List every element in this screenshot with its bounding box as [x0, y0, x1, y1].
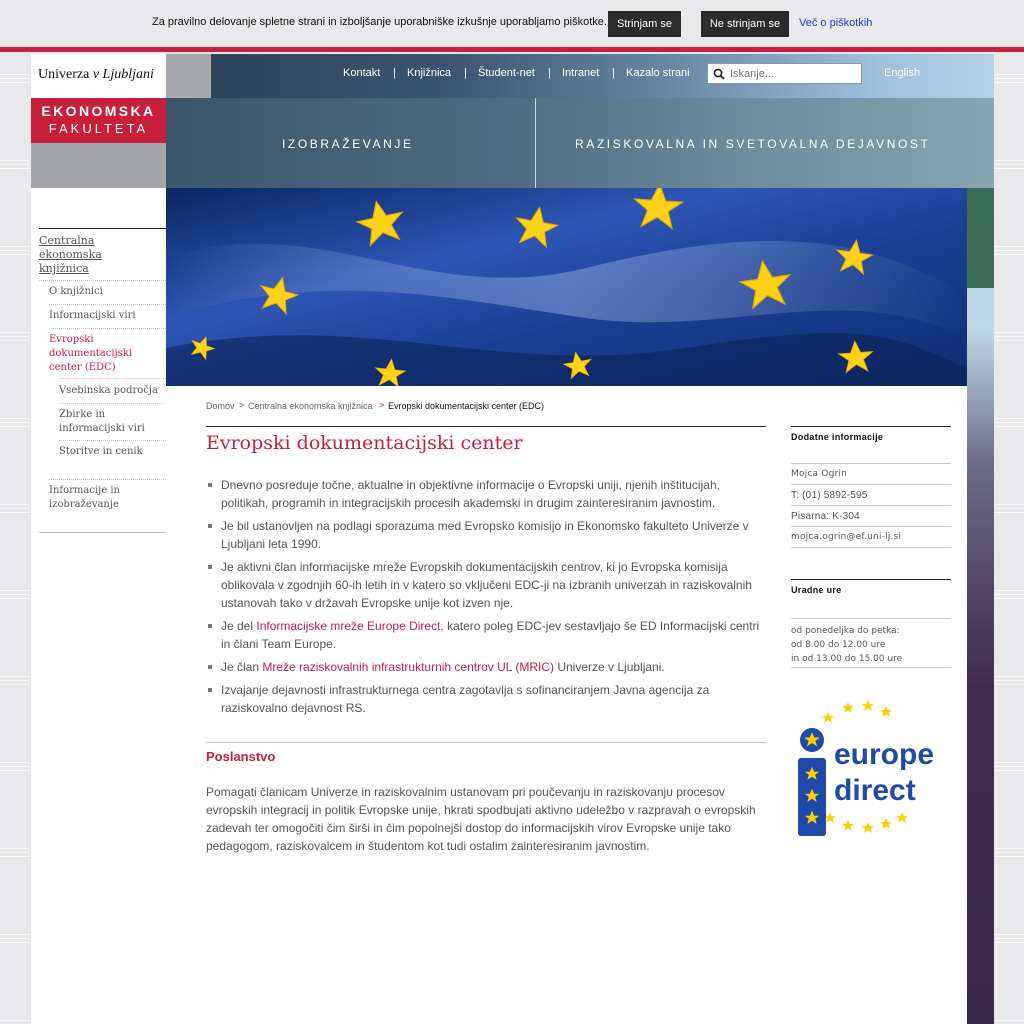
logo-grey-block-lower: [31, 143, 166, 188]
mission-paragraph: Pomagati članicam Univerze in raziskovalnim ustanovam pri poučevanju in raziskovanju procesov evropskih integracij in politik Evropske unije, hkrati spodbujati aktivno udeležbo v razpravah o evropskih zadevah ter omogočiti čim širši in čim popolnejši dostop do informacijskih virov Evropske unije tako pedagogom, raziskovalcem in študentom kot tudi ostalim zainteresiranim javnostim.: [206, 785, 756, 853]
hours-heading: Uradne ure: [791, 585, 842, 595]
subsection-title: Poslanstvo: [206, 749, 276, 764]
subsection-rule: [206, 742, 766, 743]
list-item-link[interactable]: Informacijske mreže Europe Direct: [256, 619, 441, 633]
search-input[interactable]: [730, 66, 858, 81]
top-accent-line: [0, 47, 1024, 52]
nav-knjiznica[interactable]: Knjižnica: [407, 67, 452, 79]
nav-separator: |: [393, 67, 396, 79]
search-box[interactable]: [707, 63, 862, 84]
logo-v-ljubljani: v Ljubljani: [92, 67, 154, 82]
logo-word-europe: europe: [834, 738, 935, 771]
cookie-banner: [0, 0, 1024, 47]
nav-intranet[interactable]: Intranet: [562, 67, 600, 79]
cookie-disagree-button[interactable]: Ne strinjam se: [701, 11, 789, 37]
sidebar-divider: [49, 479, 166, 480]
cookie-agree-button[interactable]: Strinjam se: [608, 11, 681, 37]
info-i-icon: [798, 728, 826, 836]
right-decor-strip: [967, 188, 994, 1024]
breadcrumb-separator: >: [379, 400, 385, 410]
list-item: [206, 517, 766, 553]
list-item-text: Je aktivni član informacijske mreže Evropskih dokumentacijskih centrov, ki jo Evropska komisija oblikovala v zgodnjih 60-ih letih in v katero so vključeni EDC-ji na izbranih univerzah in raziskovalnih ustanovah tako v državah Evropske unije kot izven nje.: [221, 560, 752, 610]
faculty-logo[interactable]: [31, 98, 166, 143]
nav-separator: |: [548, 67, 551, 79]
contact-name: Mojca Ogrin: [791, 469, 847, 479]
list-item-text: Univerze v Ljubljani.: [554, 660, 665, 674]
sidebar-top-rule: [39, 228, 166, 229]
info-top-rule: [791, 426, 951, 427]
sidebar-title[interactable]: Centralna ekonomska knjižnica: [39, 234, 102, 275]
background-pattern-right: [994, 48, 1024, 1024]
main-top-rule: [206, 426, 766, 427]
cookie-more-link[interactable]: Več o piškotkih: [799, 17, 873, 29]
list-item-text: , katero poleg EDC-jev sestavljajo še ED Informacijski centri in člani Team Europe.: [221, 619, 760, 651]
list-item: [206, 681, 766, 717]
sidebar-divider: [59, 403, 166, 404]
language-switch-english[interactable]: English: [884, 67, 921, 79]
cookie-text: Za pravilno delovanje spletne strani in izboljšanje uporabniške izkušnje uporabljamo piškotke.: [152, 16, 607, 28]
sidebar-divider: [59, 378, 166, 379]
edc-description-list: [206, 476, 766, 722]
search-icon[interactable]: [713, 68, 725, 80]
sidebar-subitem-vsebinska-podrocja[interactable]: Vsebinska področja: [59, 385, 158, 396]
sidebar-item-informacije-izobrazevanje[interactable]: Informacije in izobraževanje: [49, 485, 120, 510]
nav-student-net[interactable]: Študent-net: [478, 67, 535, 79]
breadcrumb-current: Evropski dokumentacijski center (EDC): [388, 401, 545, 411]
logo-line-1: EKONOMSKA: [41, 103, 156, 119]
section-raziskovalna-dejavnost[interactable]: RAZISKOVALNA IN SVETOVALNA DEJAVNOST: [575, 137, 931, 151]
hours-top-rule: [791, 579, 951, 580]
hours-divider: [791, 667, 951, 668]
sidebar-subitem-zbirke[interactable]: Zbirke in informacijski viri: [59, 409, 145, 434]
nav-kazalo-strani[interactable]: Kazalo strani: [626, 67, 690, 79]
sidebar-subitem-storitve[interactable]: Storitve in cenik: [59, 446, 143, 457]
top-navigation-bar: [211, 54, 994, 98]
sidebar-bottom-rule: [39, 532, 166, 533]
sidebar-divider: [59, 440, 166, 441]
office-hours: od ponedeljka do petka: od 8.00 do 12.00 ure in od 13.00 do 15.00 ure: [791, 626, 903, 664]
list-item: [206, 558, 766, 612]
sidebar-divider: [39, 280, 166, 281]
nav-separator: |: [464, 67, 467, 79]
list-item-text: Je del: [221, 619, 257, 633]
info-divider: [791, 505, 951, 506]
logo-univerza: Univerza: [38, 67, 90, 82]
hero-eu-flag-image: [166, 188, 967, 386]
eu-flag-illustration: [166, 188, 967, 386]
contact-office: Pisarna: K-304: [791, 511, 860, 522]
list-item: [206, 617, 766, 653]
logo-word-direct: direct: [834, 774, 916, 807]
contact-email-link[interactable]: mojca.ogrin@ef.uni-lj.si: [791, 532, 902, 542]
university-name[interactable]: [38, 67, 154, 83]
breadcrumb-separator: >: [239, 400, 245, 410]
page-title: Evropski dokumentacijski center: [206, 432, 523, 454]
hours-divider: [791, 618, 951, 619]
nav-separator: |: [612, 67, 615, 79]
sidebar-item-informacijski-viri[interactable]: Informacijski viri: [49, 310, 136, 321]
list-item-text: Je bil ustanovljen na podlagi sporazuma med Evropsko komisijo in Ekonomsko fakulteto Univerze v Ljubljani leta 1990.: [221, 519, 749, 551]
contact-phone: T: (01) 5892-595: [791, 490, 868, 501]
list-item-text: Dnevno posreduje točne, aktualne in objektivne informacije o Evropski uniji, njenih inštitucijah, politikah, programih in integracijskih procesih akademski in drugim zainteresiranim javnostim.: [221, 478, 720, 510]
list-item-link[interactable]: Mreže raziskovalnih infrastrukturnih centrov UL (MRIC): [262, 660, 554, 674]
sidebar-item-edc-active[interactable]: Evropski dokumentacijski center (EDC): [49, 334, 133, 373]
europe-direct-logo[interactable]: [790, 700, 950, 840]
breadcrumb-home[interactable]: Domov: [206, 401, 235, 411]
sidebar-divider: [49, 328, 166, 329]
info-divider: [791, 547, 951, 548]
nav-kontakt[interactable]: Kontakt: [343, 67, 381, 79]
info-divider: [791, 526, 951, 527]
info-divider: [791, 463, 951, 464]
section-divider: [535, 98, 536, 188]
sidebar-divider: [49, 304, 166, 305]
breadcrumb-library[interactable]: Centralna ekonomska knjižnica: [248, 401, 373, 411]
background-pattern-left: [0, 48, 30, 1024]
list-item-text: Izvajanje dejavnosti infrastrukturnega centra zagotavlja s sofinanciranjem Javna agencija za raziskovalno dejavnost RS.: [221, 683, 710, 715]
logo-line-2: FAKULTETA: [48, 121, 149, 136]
logo-grey-block: [166, 54, 211, 98]
list-item-text: Je član: [221, 660, 263, 674]
sidebar-item-o-knjiznici[interactable]: O knjižnici: [49, 286, 103, 297]
info-divider: [791, 484, 951, 485]
list-item: [206, 476, 766, 512]
list-item: [206, 658, 766, 676]
section-izobrazevanje[interactable]: IZOBRAŽEVANJE: [282, 137, 414, 151]
info-heading: Dodatne informacije: [791, 432, 884, 442]
